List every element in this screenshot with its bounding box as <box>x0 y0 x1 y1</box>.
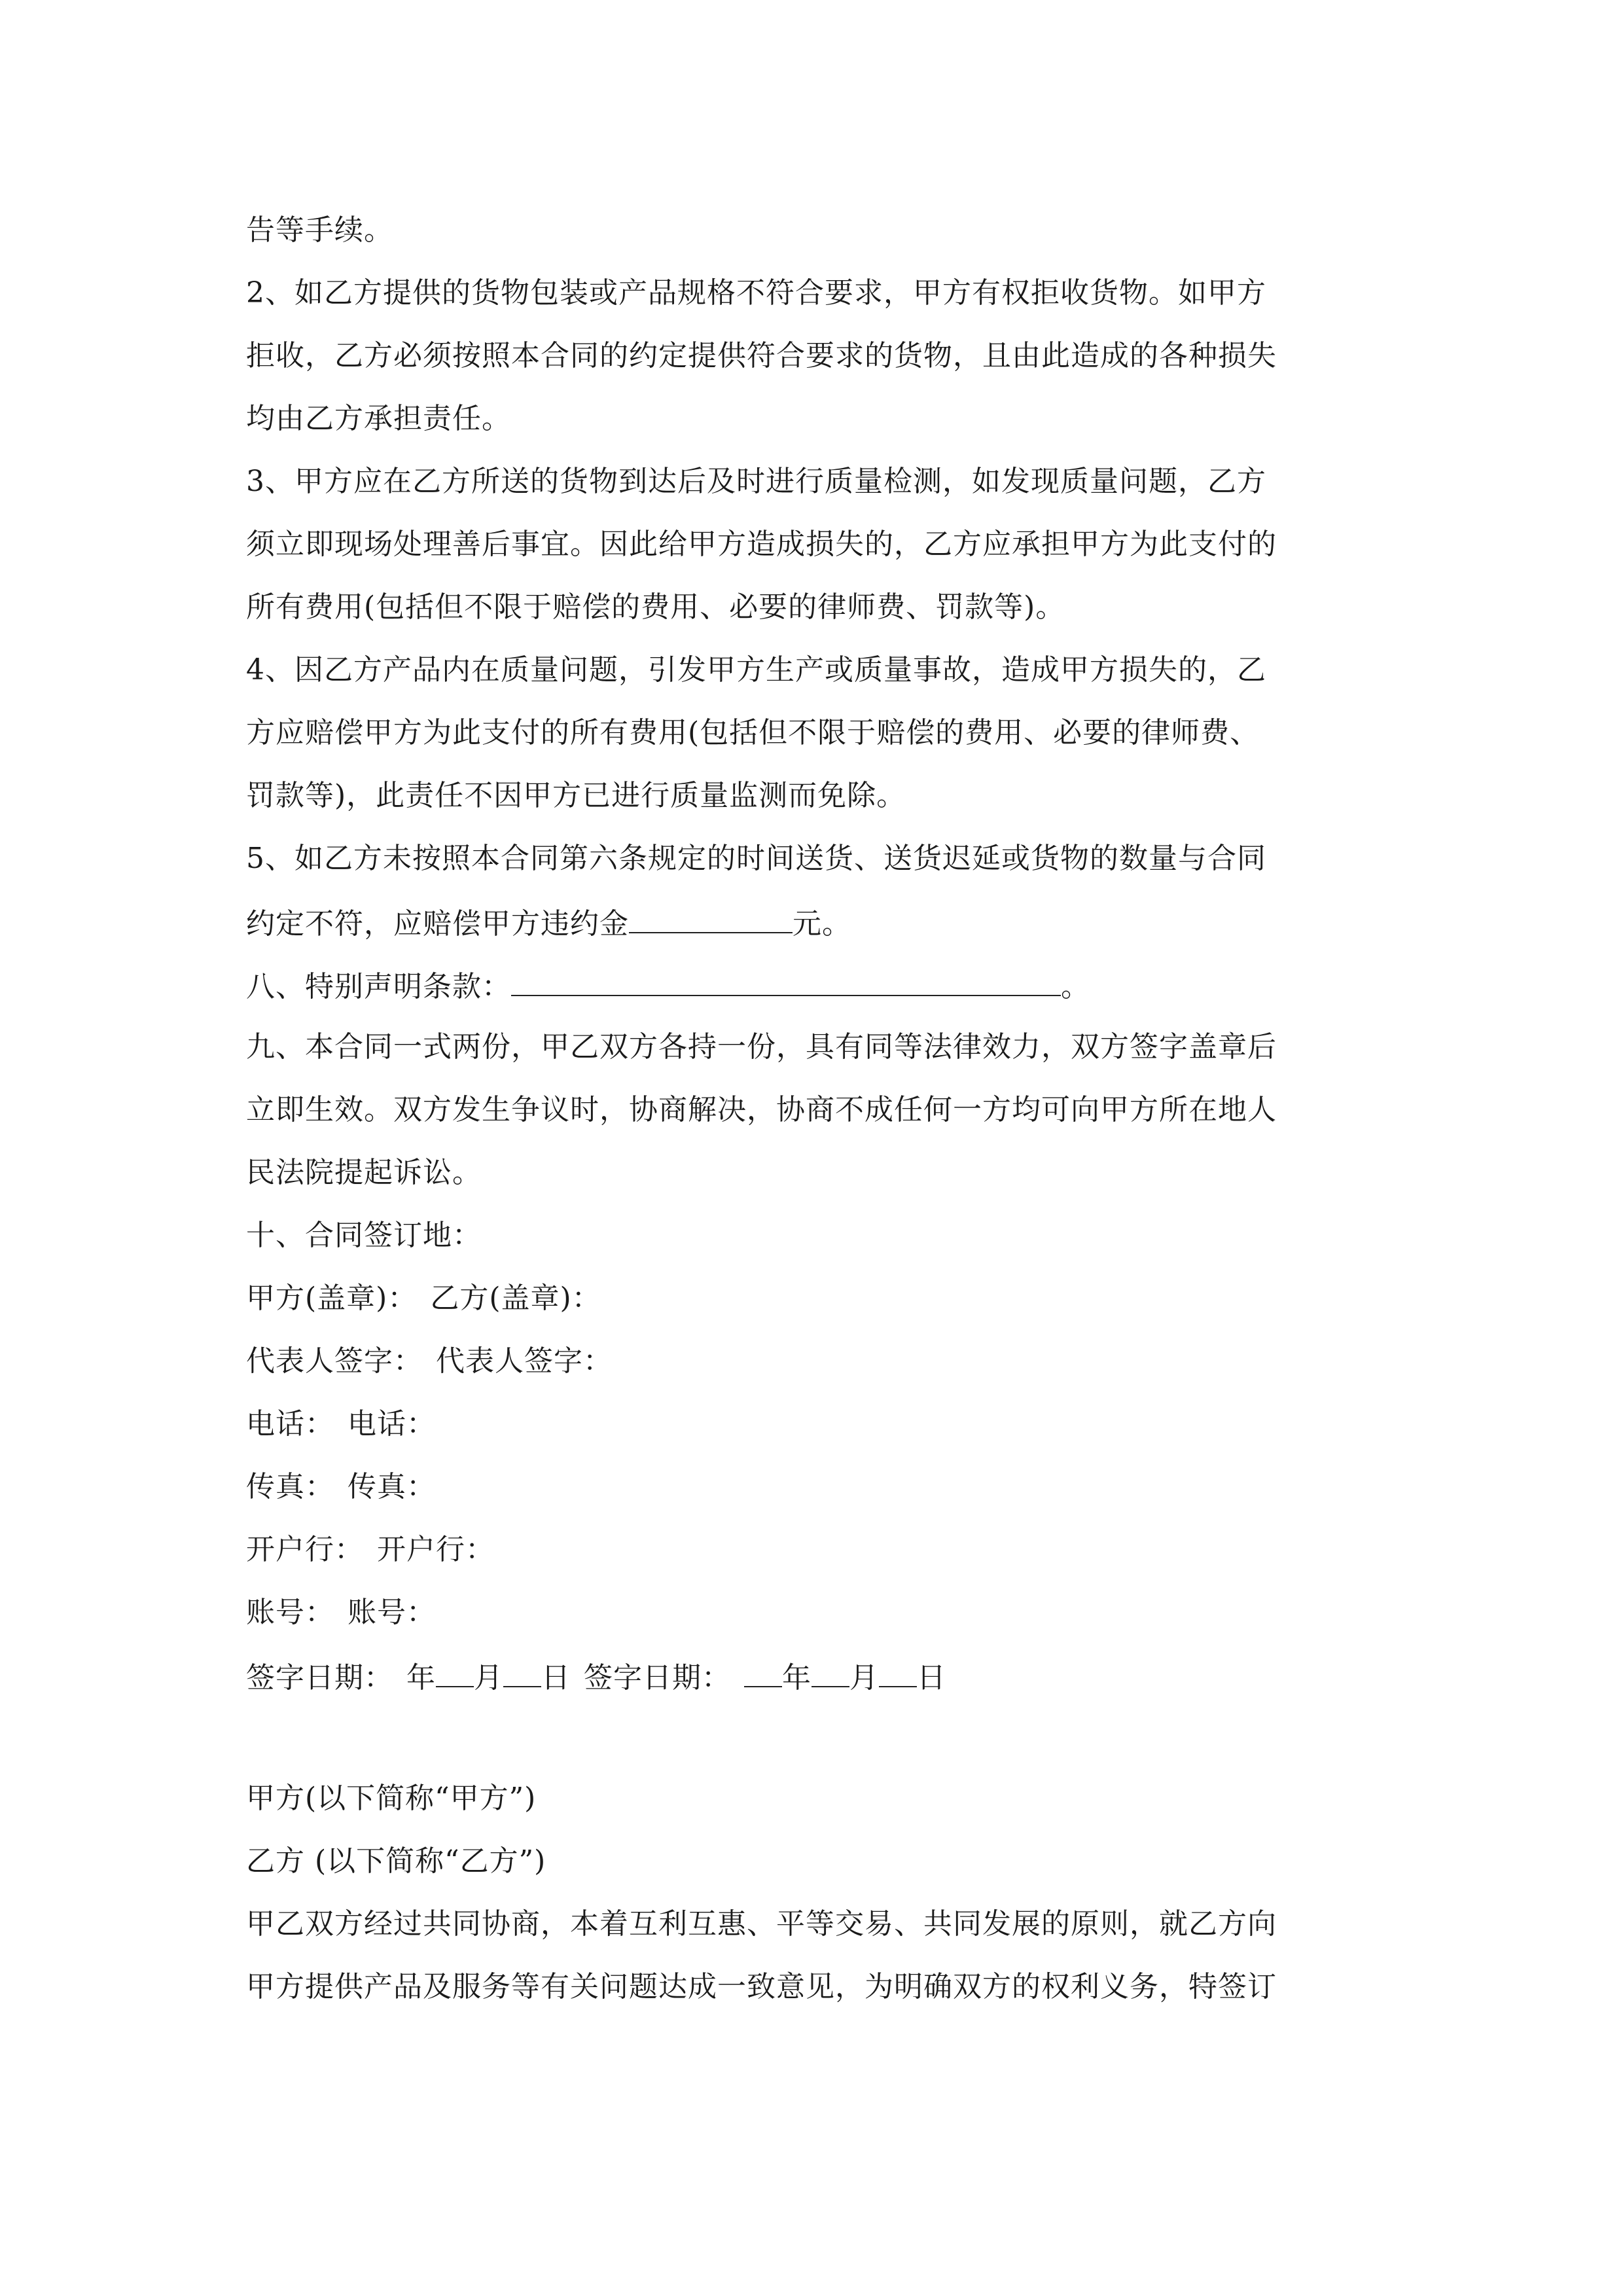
penalty-prefix: 约定不符，应赔偿甲方违约金 <box>246 907 629 941</box>
paragraph-line: 罚款等)，此责任不因甲方已进行质量监测而免除。 <box>246 779 906 812</box>
party-b-bank-label: 开户行： <box>377 1533 495 1566</box>
paragraph-line: 均由乙方承担责任。 <box>246 402 511 435</box>
day-label: 日 <box>917 1661 946 1695</box>
month-blank[interactable] <box>812 1656 849 1687</box>
paragraph-line: 立即生效。双方发生争议时，协商解决，协商不成任何一方均可向甲方所在地人 <box>246 1093 1277 1126</box>
party-b-fax-label: 传真： <box>348 1470 436 1503</box>
signing-date-line <box>246 1656 946 1698</box>
paragraph-line: 所有费用(包括但不限于赔偿的费用、必要的律师费、罚款等)。 <box>246 590 1065 624</box>
party-a-bank-label: 开户行： <box>246 1533 364 1566</box>
clause-9-line: 九、本合同一式两份，甲乙双方各持一份，具有同等法律效力，双方签字盖章后 <box>246 1030 1277 1064</box>
party-a-intro: 甲方(以下简称“甲方”) <box>246 1782 537 1815</box>
party-b-date-label: 签字日期： <box>584 1661 731 1695</box>
party-b-phone-label: 电话： <box>348 1407 436 1441</box>
year-label: 年 <box>782 1661 812 1695</box>
special-clause-label: 八、特别声明条款： <box>246 970 511 1003</box>
clause-5-line: 5、如乙方未按照本合同第六条规定的时间送货、送货迟延或货物的数量与合同 <box>246 842 1266 875</box>
month-blank[interactable] <box>436 1656 474 1687</box>
paragraph-line: 方应赔偿甲方为此支付的所有费用(包括但不限于赔偿的费用、必要的律师费、 <box>246 716 1260 749</box>
party-a-phone-label: 电话： <box>246 1407 334 1441</box>
party-b-intro: 乙方 (以下简称“乙方”) <box>246 1844 546 1878</box>
day-blank[interactable] <box>879 1656 917 1687</box>
signature-row <box>246 1279 601 1318</box>
paragraph-line: 拒收，乙方必须按照本合同的约定提供符合要求的货物，且由此造成的各种损失 <box>246 339 1277 372</box>
signature-row <box>246 1467 436 1507</box>
year-blank[interactable] <box>744 1656 782 1687</box>
signature-row <box>246 1530 495 1570</box>
party-b-seal-label: 乙方(盖章)： <box>430 1282 601 1315</box>
special-clause-blank[interactable] <box>511 965 1061 996</box>
party-a-fax-label: 传真： <box>246 1470 334 1503</box>
party-b-representative-label: 代表人签字： <box>436 1344 613 1378</box>
clause-4-line: 4、因乙方产品内在质量问题，引发甲方生产或质量事故，造成甲方损失的，乙 <box>246 653 1266 687</box>
party-a-account-label: 账号： <box>246 1596 334 1629</box>
penalty-amount-blank[interactable] <box>629 902 793 933</box>
clause-10-line: 十、合同签订地： <box>246 1219 482 1252</box>
clause-2-line: 2、如乙方提供的货物包装或产品规格不符合要求，甲方有权拒收货物。如甲方 <box>246 276 1266 310</box>
year-label: 年 <box>406 1661 436 1695</box>
signature-row <box>246 1342 613 1381</box>
penalty-suffix: 元。 <box>793 907 851 941</box>
day-label: 日 <box>541 1661 571 1695</box>
penalty-line <box>246 902 851 944</box>
paragraph-line: 民法院提起诉讼。 <box>246 1156 482 1189</box>
preamble-line: 甲乙双方经过共同协商，本着互利互惠、平等交易、共同发展的原则，就乙方向 <box>246 1907 1277 1941</box>
special-clause-line <box>246 965 1090 1007</box>
clause-3-line: 3、甲方应在乙方所送的货物到达后及时进行质量检测，如发现质量问题，乙方 <box>246 465 1266 498</box>
paragraph-line: 告等手续。 <box>246 213 393 247</box>
preamble-line: 甲方提供产品及服务等有关问题达成一致意见，为明确双方的权利义务，特签订 <box>246 1970 1277 2003</box>
paragraph-line: 须立即现场处理善后事宜。因此给甲方造成损失的，乙方应承担甲方为此支付的 <box>246 528 1277 561</box>
party-a-representative-label: 代表人签字： <box>246 1344 423 1378</box>
month-label: 月 <box>849 1661 879 1695</box>
signature-row <box>246 1405 436 1444</box>
party-b-account-label: 账号： <box>348 1596 436 1629</box>
special-clause-suffix: 。 <box>1061 970 1090 1003</box>
party-a-seal-label: 甲方(盖章)： <box>246 1282 418 1315</box>
signature-row <box>246 1593 436 1632</box>
day-blank[interactable] <box>503 1656 541 1687</box>
month-label: 月 <box>474 1661 503 1695</box>
party-a-date-label: 签字日期： <box>246 1661 393 1695</box>
